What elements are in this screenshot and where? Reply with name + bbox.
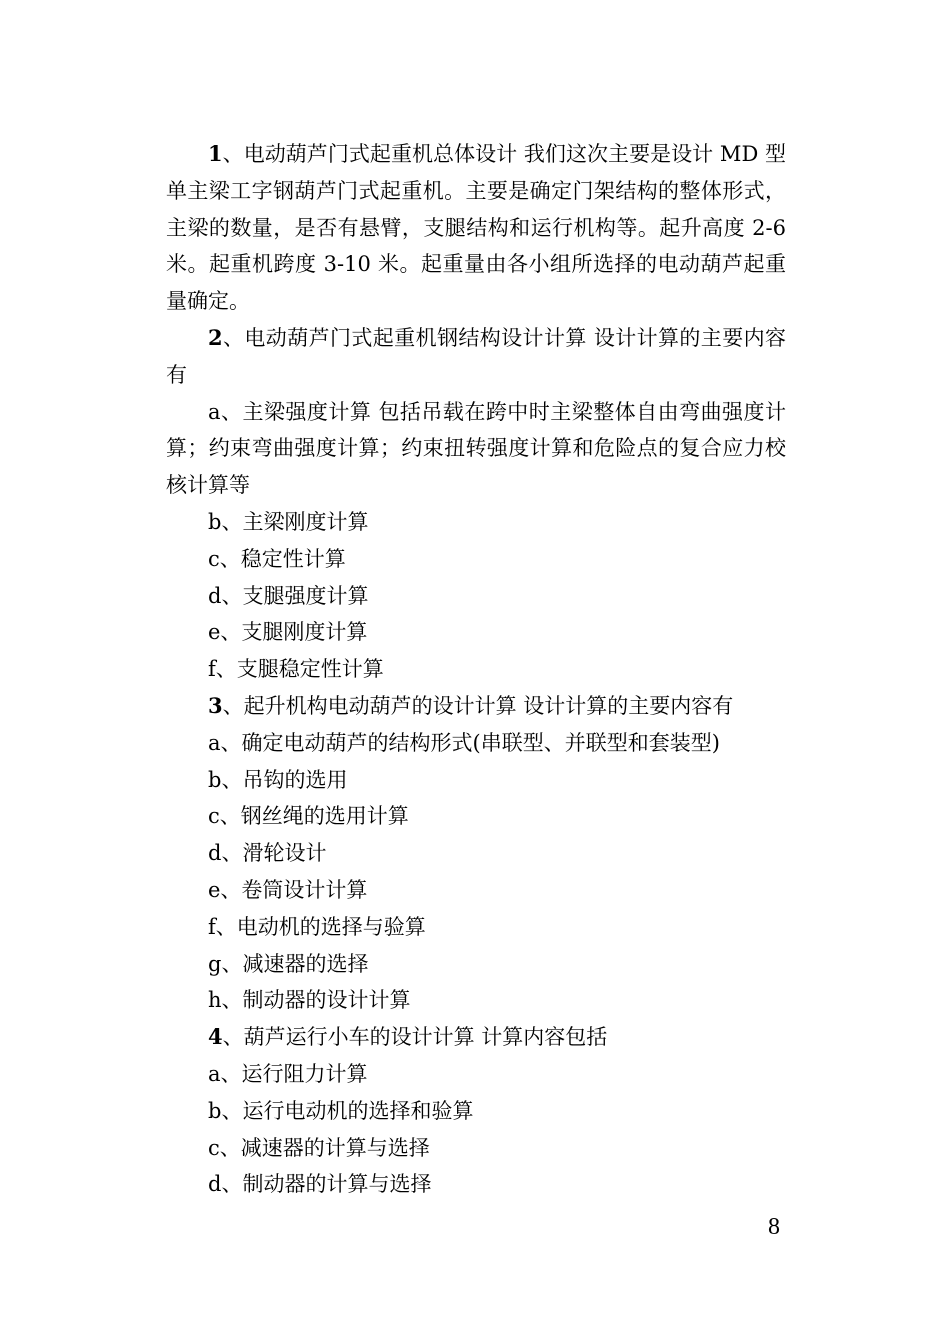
list-item: e、卷筒设计计算 <box>208 877 368 902</box>
list-item: b、主梁刚度计算 <box>208 509 369 534</box>
section-number: 4 <box>208 1024 223 1050</box>
list-item: f、电动机的选择与验算 <box>208 914 426 939</box>
list-item: h、制动器的设计计算 <box>208 988 411 1013</box>
list-item: b、运行电动机的选择和验算 <box>208 1098 474 1123</box>
section-3-heading <box>166 688 786 725</box>
list-item: d、支腿强度计算 <box>208 583 369 608</box>
page-number: 8 <box>768 1214 780 1240</box>
list-item: d、制动器的计算与选择 <box>208 1172 432 1197</box>
section-text: 、葫芦运行小车的设计计算 计算内容包括 <box>222 1025 608 1050</box>
section-2-heading <box>166 320 786 394</box>
list-item: c、钢丝绳的选用计算 <box>208 804 409 829</box>
list-item: b、吊钩的选用 <box>208 767 348 792</box>
list-item: c、减速器的计算与选择 <box>208 1135 430 1160</box>
section-4-heading <box>166 1019 786 1056</box>
list-item: a、确定电动葫芦的结构形式(串联型、并联型和套装型) <box>208 730 720 755</box>
section-text: 、电动葫芦门式起重机总体设计 我们这次主要是设计 MD 型单主梁工字钢葫芦门式起重机。主要是确定门架结构的整体形式，主梁的数量，是否有悬臂，支腿结构和运行机构等。起升高度 2-6 米。起重机跨度 3-10 米。起重量由各小组所选择的电动葫芦起重量确定。 <box>166 142 786 314</box>
section-number: 2 <box>208 324 223 350</box>
body-text <box>166 136 786 1203</box>
list-item: a、运行阻力计算 <box>208 1061 368 1086</box>
section-number: 3 <box>208 692 223 718</box>
list-item: d、滑轮设计 <box>208 841 327 866</box>
section-text: 、起升机构电动葫芦的设计计算 设计计算的主要内容有 <box>222 693 734 718</box>
list-item: g、减速器的选择 <box>208 951 369 976</box>
list-item: a、主梁强度计算 包括吊载在跨中时主梁整体自由弯曲强度计算；约束弯曲强度计算；约束扭转强度计算和危险点的复合应力校核计算等 <box>166 399 786 498</box>
section-1-paragraph <box>166 136 786 320</box>
section-text: 、电动葫芦门式起重机钢结构设计计算 设计计算的主要内容有 <box>166 325 786 387</box>
list-item: c、稳定性计算 <box>208 546 346 571</box>
list-item: e、支腿刚度计算 <box>208 620 368 645</box>
section-number: 1 <box>208 141 223 166</box>
list-item: f、支腿稳定性计算 <box>208 657 384 682</box>
